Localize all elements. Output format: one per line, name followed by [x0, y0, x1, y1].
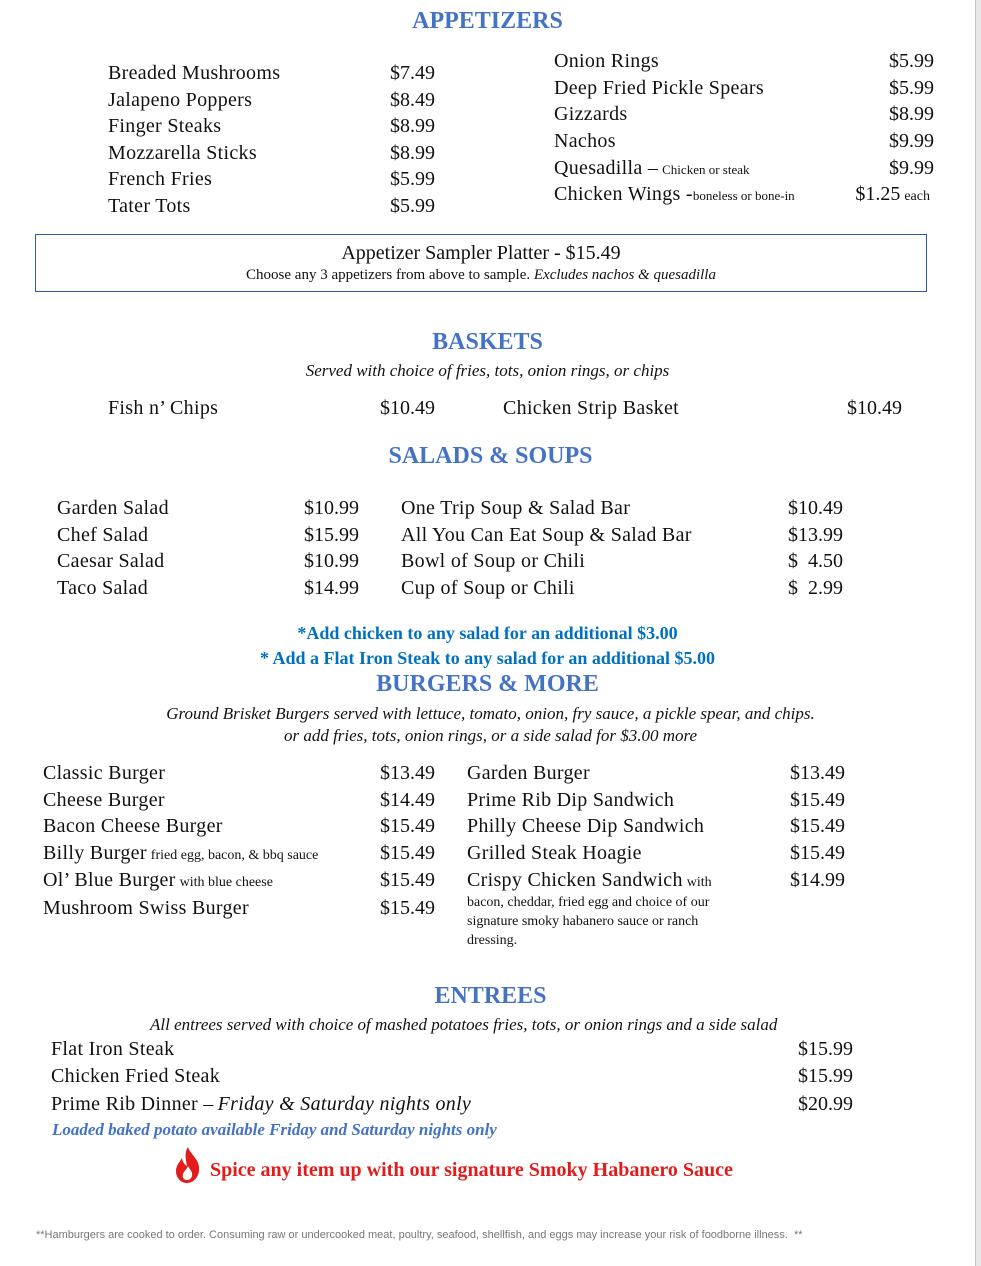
item-price: $15.49	[790, 815, 845, 838]
item-name-group	[51, 1065, 798, 1088]
disclaimer: **Hamburgers are cooked to order. Consuming raw or undercooked meat, poultry, seafood, shellfish, and eggs may increase your risk of foodborne illness. **	[36, 1229, 803, 1241]
item-name-group	[43, 897, 380, 920]
item-name: Quesadilla –	[554, 156, 659, 179]
item-price: $8.99	[390, 115, 435, 137]
salads-right-list	[401, 497, 843, 603]
item-price: $15.49	[380, 897, 435, 920]
sampler-box	[35, 234, 927, 292]
entrees-subtitle: All entrees served with choice of mashed potatoes fries, tots, or onion rings and a side salad	[150, 1015, 778, 1034]
item-name: Bowl of Soup or Chili	[401, 550, 586, 572]
item-name-group	[467, 762, 790, 785]
item-price: $15.99	[798, 1038, 853, 1060]
basket-item-name: Fish n’ Chips	[108, 397, 219, 419]
appetizers-heading: APPETIZERS	[412, 8, 563, 34]
item-price: $15.49	[380, 868, 435, 891]
list-item	[51, 1038, 853, 1065]
item-price: $5.99	[889, 76, 934, 99]
item-name-group	[467, 869, 790, 892]
item-price: $5.99	[390, 168, 435, 190]
list-item	[467, 789, 845, 816]
item-name: Chicken Wings -	[554, 183, 693, 206]
item-price: $8.49	[390, 88, 435, 111]
item-price: $13.49	[790, 762, 845, 784]
item-name: Prime Rib Dip Sandwich	[467, 788, 675, 811]
item-name-group	[467, 815, 790, 838]
item-name-group	[467, 842, 790, 865]
item-name: Mozzarella Sticks	[108, 141, 257, 164]
list-item	[108, 195, 435, 222]
item-note: boneless or bone-in	[692, 188, 795, 204]
sampler-exclusion: Excludes nachos & quesadilla	[533, 267, 716, 283]
item-name: Flat Iron Steak	[51, 1038, 175, 1060]
appetizers-right-list	[554, 50, 934, 210]
item-price: $10.49	[788, 497, 843, 519]
list-item	[554, 103, 934, 130]
list-item	[108, 115, 435, 142]
item-name: Chicken Fried Steak	[51, 1065, 221, 1087]
item-price: $14.99	[304, 576, 359, 599]
item-note: Friday & Saturday nights only	[217, 1092, 472, 1115]
item-name: Billy Burger	[43, 842, 147, 865]
item-note: with blue cheese	[179, 874, 273, 890]
list-item	[401, 524, 843, 551]
item-price: $10.99	[304, 497, 359, 519]
item-name: Gizzards	[554, 103, 628, 126]
item-name-group	[554, 183, 795, 206]
item-price-group	[855, 183, 930, 206]
page-gutter	[976, 0, 981, 1266]
item-price: $15.49	[790, 788, 845, 811]
item-name: Onion Rings	[554, 50, 659, 72]
crispy-chicken-desc-line: bacon, cheddar, fried egg and choice of our	[467, 894, 710, 910]
item-price: $9.99	[889, 130, 934, 153]
loaded-potato-note: Loaded baked potato available Friday and Saturday nights only	[52, 1120, 497, 1139]
list-item	[108, 62, 435, 89]
item-price: $15.49	[380, 842, 435, 865]
item-price: $ 2.99	[788, 576, 843, 599]
item-price-note: each	[904, 189, 930, 205]
item-price: $14.49	[380, 788, 435, 811]
list-item	[401, 550, 843, 577]
list-item	[401, 497, 843, 524]
item-name-group	[43, 762, 380, 785]
baskets-heading: BASKETS	[432, 329, 543, 355]
crispy-chicken-desc	[467, 893, 845, 950]
item-name: One Trip Soup & Salad Bar	[401, 497, 631, 519]
item-price: $15.99	[304, 523, 359, 546]
item-name: French Fries	[108, 168, 213, 190]
item-price: $ 4.50	[788, 550, 843, 572]
item-name: Nachos	[554, 130, 616, 153]
item-price: $13.99	[788, 523, 843, 546]
list-item	[43, 815, 435, 842]
item-name: Crispy Chicken Sandwich	[467, 868, 683, 891]
item-name: Jalapeno Poppers	[108, 88, 253, 111]
list-item	[467, 842, 845, 869]
list-item	[467, 762, 845, 789]
item-price: $5.99	[889, 50, 934, 72]
list-item	[467, 869, 845, 893]
crispy-chicken-desc-line: dressing.	[467, 932, 518, 948]
burgers-left-list	[43, 762, 435, 924]
item-price: $20.99	[798, 1092, 853, 1115]
list-item	[108, 168, 435, 195]
item-name-group	[43, 815, 380, 838]
item-price: $1.25	[855, 183, 901, 206]
item-name: Philly Cheese Dip Sandwich	[467, 815, 705, 838]
appetizers-left-list	[108, 62, 435, 221]
item-name: Mushroom Swiss Burger	[43, 897, 249, 920]
item-price: $14.99	[790, 868, 845, 891]
item-name: Garden Salad	[57, 497, 169, 519]
flame-icon	[173, 1146, 203, 1184]
list-item	[554, 77, 934, 104]
item-price: $9.99	[889, 156, 934, 179]
entrees-heading: ENTREES	[434, 983, 547, 1009]
burgers-right-list	[467, 762, 845, 950]
salads-left-list	[57, 497, 359, 603]
basket-item-price: $10.49	[380, 397, 435, 419]
item-name: All You Can Eat Soup & Salad Bar	[401, 523, 692, 546]
list-item	[43, 789, 435, 816]
item-name: Caesar Salad	[57, 550, 165, 572]
crispy-chicken-desc-line: signature smoky habanero sauce or ranch	[467, 913, 699, 929]
item-name: Bacon Cheese Burger	[43, 815, 223, 838]
item-price: $8.99	[390, 141, 435, 164]
list-item	[401, 577, 843, 604]
list-item	[43, 869, 435, 898]
item-name: Taco Salad	[57, 576, 149, 599]
item-name: Ol’ Blue Burger	[43, 868, 176, 891]
list-item	[57, 524, 359, 551]
addon-steak-note: * Add a Flat Iron Steak to any salad for an additional $5.00	[260, 648, 715, 668]
item-name-group	[51, 1093, 798, 1116]
item-name: Classic Burger	[43, 762, 166, 784]
item-note: Chicken or steak	[662, 161, 750, 177]
item-name: Prime Rib Dinner –	[51, 1092, 214, 1115]
basket-item-name: Chicken Strip Basket	[503, 397, 679, 419]
item-note: with	[686, 874, 712, 890]
sampler-desc-line	[36, 267, 926, 284]
list-item	[57, 577, 359, 604]
burgers-desc-addon: or add fries, tots, onion rings, or a side salad for $3.00 more	[283, 726, 698, 745]
item-name-group	[43, 842, 380, 865]
list-item	[43, 897, 435, 924]
list-item	[554, 50, 934, 77]
sampler-desc: Choose any 3 appetizers from above to sample.	[246, 267, 531, 283]
item-name: Tater Tots	[108, 194, 191, 217]
list-item	[554, 130, 934, 157]
list-item	[467, 815, 845, 842]
list-item	[554, 183, 930, 210]
item-name-group	[43, 869, 380, 892]
item-price: $15.49	[380, 815, 435, 838]
item-price: $8.99	[889, 103, 934, 126]
item-name: Chef Salad	[57, 523, 149, 546]
item-price: $10.99	[304, 550, 359, 572]
list-item	[51, 1065, 853, 1093]
item-price: $7.49	[390, 62, 435, 84]
item-note: fried egg, bacon, & bbq sauce	[150, 848, 319, 864]
item-name: Grilled Steak Hoagie	[467, 842, 642, 865]
list-item	[57, 550, 359, 577]
sampler-title: Appetizer Sampler Platter - $15.49	[341, 242, 621, 264]
item-name: Breaded Mushrooms	[108, 62, 281, 84]
list-item	[554, 157, 934, 184]
item-name-group	[467, 789, 790, 812]
spice-promo: Spice any item up with our signature Smoky Habanero Sauce	[210, 1159, 733, 1181]
item-name: Finger Steaks	[108, 115, 222, 137]
item-price: $13.49	[380, 762, 435, 784]
burgers-desc: Ground Brisket Burgers served with lettuce, tomato, onion, fry sauce, a pickle spear, and chips.	[166, 704, 815, 723]
entrees-list	[51, 1038, 853, 1120]
list-item	[51, 1093, 853, 1120]
list-item	[43, 842, 435, 869]
item-price: $15.99	[798, 1065, 853, 1087]
list-item	[108, 142, 435, 169]
basket-item-price: $10.49	[847, 397, 902, 419]
item-name-group	[43, 789, 380, 812]
item-name: Garden Burger	[467, 762, 590, 784]
item-price: $5.99	[390, 194, 435, 217]
item-price: $15.49	[790, 842, 845, 865]
list-item	[43, 762, 435, 789]
item-name: Cheese Burger	[43, 788, 165, 811]
item-name-group	[51, 1038, 798, 1061]
list-item	[57, 497, 359, 524]
burgers-heading: BURGERS & MORE	[376, 671, 599, 697]
addon-chicken-note: *Add chicken to any salad for an additional $3.00	[297, 623, 678, 643]
item-name-group	[554, 157, 750, 180]
item-name: Cup of Soup or Chili	[401, 576, 575, 599]
item-name: Deep Fried Pickle Spears	[554, 76, 764, 99]
list-item	[108, 89, 435, 116]
baskets-subtitle: Served with choice of fries, tots, onion rings, or chips	[305, 361, 670, 380]
salads-heading: SALADS & SOUPS	[388, 443, 593, 469]
